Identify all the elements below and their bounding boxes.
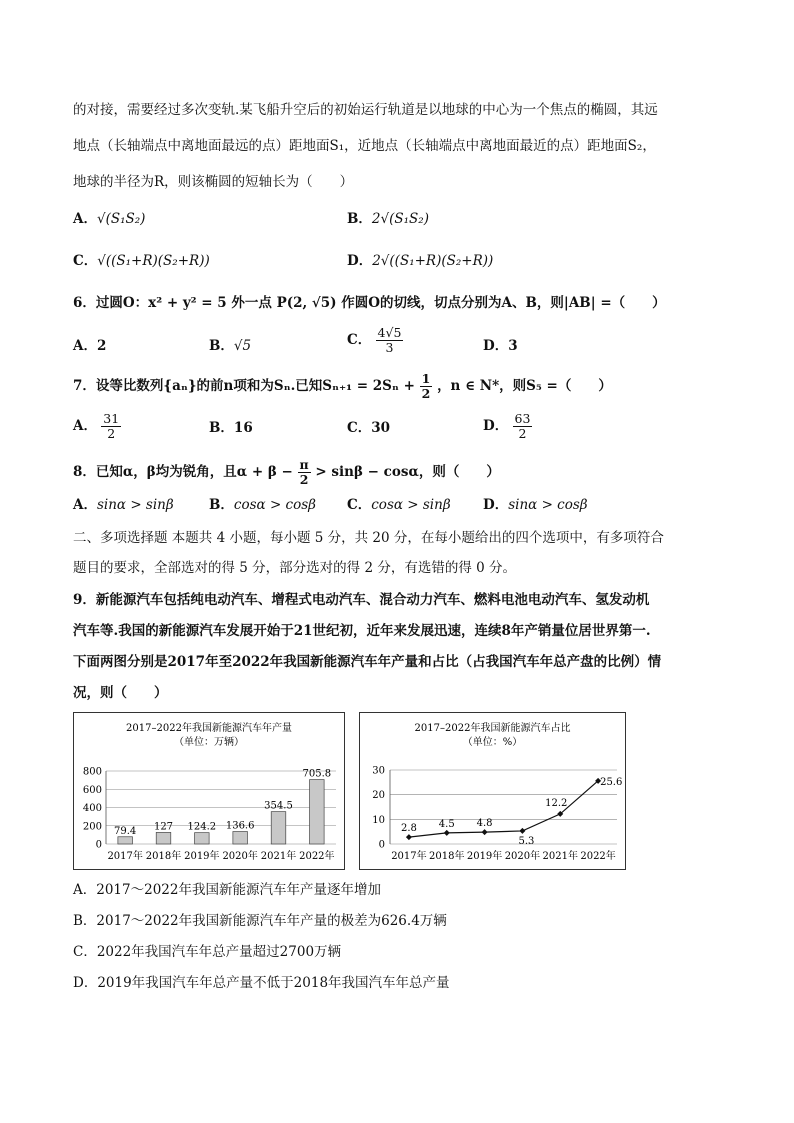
fraction xyxy=(376,326,404,355)
data-label: 12.2 xyxy=(545,797,568,809)
x-tick-label: 2021年 xyxy=(542,851,578,862)
option-label: D． xyxy=(347,253,373,269)
data-label: 124.2 xyxy=(187,821,217,833)
y-tick-label: 10 xyxy=(372,814,385,826)
bar xyxy=(118,837,133,844)
fraction-num: π xyxy=(299,457,309,472)
fraction-num: 31 xyxy=(103,411,120,426)
option-label: D． xyxy=(483,497,509,513)
fraction xyxy=(101,412,121,441)
x-tick-label: 2019年 xyxy=(184,851,220,862)
option-label: B． xyxy=(209,338,234,354)
x-tick-label: 2022年 xyxy=(580,851,616,862)
production-chart xyxy=(73,712,345,870)
data-label: 136.6 xyxy=(225,820,255,832)
option-label: A． xyxy=(73,497,97,513)
option-label: C． xyxy=(347,332,372,348)
series-line xyxy=(409,781,598,837)
fraction xyxy=(420,372,433,401)
q6-stem: 6．过圆O：x² + y² = 5 外一点 P(2, √5) 作圆O的切线，切点分别为A、B，则|AB| =（ ） xyxy=(73,295,666,311)
option-value: cosα > cosβ xyxy=(233,497,316,513)
q8-option-c xyxy=(347,495,451,515)
q8-stem xyxy=(73,458,500,487)
bar xyxy=(271,812,286,844)
q6-option-b xyxy=(209,336,251,356)
data-point xyxy=(482,829,488,835)
q8-option-b xyxy=(209,495,316,515)
q9-line-2: 汽车等.我国的新能源汽车发展开始于21世纪初，近年来发展迅速，连续8年产销量位居世界第一. xyxy=(73,623,651,639)
intro-line-2: 地点（长轴端点中离地面最远的点）距地面S₁，近地点（长轴端点中离地面最近的点）距地面S₂， xyxy=(73,138,656,154)
option-label: B． xyxy=(209,497,234,513)
stem-part: > sinβ − cosα，则（ ） xyxy=(315,464,500,480)
q8-option-d xyxy=(483,495,588,515)
q7-option-c xyxy=(347,418,390,438)
option-value: sinα > cosβ xyxy=(508,497,588,513)
option-label: A． xyxy=(73,338,97,354)
option-label: C． xyxy=(347,497,372,513)
x-tick-label: 2022年 xyxy=(299,851,335,862)
fraction-num: 1 xyxy=(421,371,431,386)
data-label: 354.5 xyxy=(264,800,293,812)
option-label: A． xyxy=(73,418,97,434)
q9-option-d: D．2019年我国汽车年总产量不低于2018年我国汽车年总产量 xyxy=(73,975,450,991)
bar xyxy=(195,833,210,844)
intro-line-1: 的对接，需要经过多次变轨.某飞船升空后的初始运行轨道是以地球的中心为一个焦点的椭圆，其远 xyxy=(73,102,658,118)
x-tick-label: 2017年 xyxy=(391,851,427,862)
option-value: 16 xyxy=(233,420,253,436)
option-value: 2√((S₁+R)(S₂+R)) xyxy=(372,253,494,269)
q5-option-a xyxy=(73,209,145,229)
y-tick-label: 200 xyxy=(82,821,102,833)
x-tick-label: 2018年 xyxy=(429,851,465,862)
option-value: √((S₁+R)(S₂+R)) xyxy=(97,253,210,269)
fraction xyxy=(513,412,533,441)
data-label: 2.8 xyxy=(400,823,417,835)
x-tick-label: 2020年 xyxy=(222,851,258,862)
data-label: 5.3 xyxy=(518,835,535,847)
q7-stem xyxy=(73,372,612,401)
y-tick-label: 400 xyxy=(82,803,102,814)
fraction-num: 63 xyxy=(514,411,531,426)
q9-line-1: 9．新能源汽车包括纯电动汽车、增程式电动汽车、混合动力汽车、燃料电池电动汽车、氢发动机 xyxy=(73,592,650,608)
option-value: cosα > sinβ xyxy=(371,497,451,513)
fraction-den: 2 xyxy=(421,386,431,401)
q9-line-4: 况，则（ ） xyxy=(73,685,168,701)
option-value: √(S₁S₂) xyxy=(96,211,146,227)
q6-option-a xyxy=(73,336,106,356)
q8-option-a xyxy=(73,495,174,515)
q9-option-b: B．2017～2022年我国新能源汽车年产量的极差为626.4万辆 xyxy=(73,913,447,929)
x-tick-label: 2021年 xyxy=(260,851,297,862)
x-tick-label: 2019年 xyxy=(466,851,503,862)
y-tick-label: 30 xyxy=(372,765,385,777)
option-label: A． xyxy=(73,211,97,227)
option-value: 2 xyxy=(96,338,107,354)
option-label: C． xyxy=(73,253,98,269)
q5-option-d xyxy=(347,251,493,271)
q5-option-c xyxy=(73,251,210,271)
production-bar-chart xyxy=(74,713,344,869)
bar xyxy=(233,832,248,844)
y-tick-label: 20 xyxy=(372,790,385,802)
bar xyxy=(156,832,171,844)
section2-line-1: 二、多项选择题 本题共 4 小题，每小题 5 分，共 20 分，在每小题给出的四个选项中，有多项符合 xyxy=(73,530,664,546)
data-point xyxy=(519,828,525,834)
option-label: D． xyxy=(483,338,509,354)
data-point xyxy=(444,830,450,836)
fraction-den: 3 xyxy=(385,340,394,355)
q7-option-d xyxy=(483,412,532,441)
share-chart xyxy=(359,712,626,870)
intro-line-3: 地球的半径为R，则该椭圆的短轴长为（ ） xyxy=(73,174,354,190)
x-tick-label: 2020年 xyxy=(504,851,541,862)
fraction-den: 2 xyxy=(107,426,116,441)
q7-option-b xyxy=(209,418,253,438)
q5-option-b xyxy=(347,209,429,229)
chart-title: 2017–2022年我国新能源汽车年产量 xyxy=(126,723,292,734)
stem-part: ，n ∈ N*，则S₅ =（ ） xyxy=(437,378,612,394)
q6-option-d xyxy=(483,336,518,356)
option-value: √5 xyxy=(233,338,252,354)
chart-subtitle: （单位：%） xyxy=(462,737,523,748)
fraction-den: 2 xyxy=(518,426,527,441)
data-label: 4.5 xyxy=(438,818,455,830)
option-label: D． xyxy=(483,418,509,434)
data-label: 4.8 xyxy=(476,818,493,830)
section2-line-2: 题目的要求，全部选对的得 5 分，部分选对的得 2 分，有选错的得 0 分。 xyxy=(73,560,517,576)
y-tick-label: 0 xyxy=(95,839,102,851)
q7-option-a xyxy=(73,412,121,441)
x-tick-label: 2017年 xyxy=(107,851,143,862)
fraction-den: 2 xyxy=(299,472,309,487)
option-label: B． xyxy=(209,420,234,436)
data-label: 79.4 xyxy=(114,825,137,837)
y-tick-label: 800 xyxy=(82,766,102,778)
option-label: C． xyxy=(347,420,372,436)
bar xyxy=(310,780,325,844)
chart-title: 2017–2022年我国新能源汽车占比 xyxy=(414,723,571,734)
stem-part: 8．已知α，β均为锐角，且α + β − xyxy=(73,464,293,480)
share-line-chart xyxy=(360,713,625,869)
option-value: 2√(S₁S₂) xyxy=(371,211,429,227)
option-value: 30 xyxy=(371,420,391,436)
chart-subtitle: （单位：万辆） xyxy=(174,737,244,748)
data-point xyxy=(406,834,412,840)
x-tick-label: 2018年 xyxy=(145,851,182,862)
data-label: 705.8 xyxy=(302,768,332,780)
option-value: 3 xyxy=(508,338,518,354)
option-label: B． xyxy=(347,211,372,227)
q9-option-c: C．2022年我国汽车年总产量超过2700万辆 xyxy=(73,944,342,960)
fraction-num: 4√5 xyxy=(377,325,402,340)
data-label: 127 xyxy=(153,821,174,833)
stem-part: 7．设等比数列{aₙ}的前n项和为Sₙ.已知Sₙ₊₁ = 2Sₙ + xyxy=(73,378,415,394)
y-tick-label: 0 xyxy=(378,839,385,851)
option-value: sinα > sinβ xyxy=(96,497,174,513)
y-tick-label: 600 xyxy=(82,784,102,796)
fraction xyxy=(298,458,311,487)
q9-line-3: 下面两图分别是2017年至2022年我国新能源汽车年产量和占比（占我国汽车年总产盘的比例）情 xyxy=(73,654,662,670)
q9-option-a: A．2017～2022年我国新能源汽车年产量逐年增加 xyxy=(73,882,381,898)
q6-option-c xyxy=(347,326,403,355)
data-label: 25.6 xyxy=(600,776,623,788)
